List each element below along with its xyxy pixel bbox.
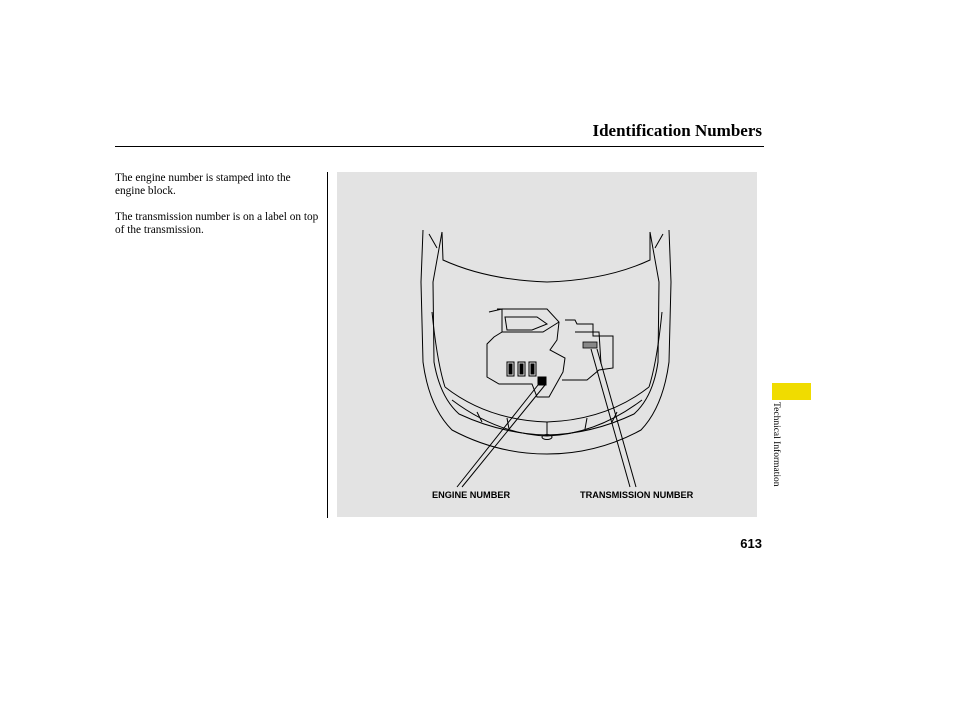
engine-number-paragraph: The engine number is stamped into the engine block. bbox=[115, 172, 291, 197]
page-number: 613 bbox=[740, 536, 762, 551]
column-divider bbox=[327, 172, 328, 518]
section-label: Technical Information bbox=[771, 402, 781, 487]
engine-bay-figure bbox=[337, 172, 757, 517]
transmission-number-callout: TRANSMISSION NUMBER bbox=[580, 490, 694, 500]
engine-bay-illustration-icon bbox=[337, 172, 757, 517]
engine-number-callout: ENGINE NUMBER bbox=[432, 490, 511, 500]
section-tab bbox=[772, 383, 811, 400]
page-title: Identification Numbers bbox=[592, 121, 762, 140]
title-rule bbox=[115, 146, 764, 147]
body-text bbox=[115, 172, 320, 250]
transmission-number-paragraph: The transmission number is on a label on top of the transmission. bbox=[115, 211, 319, 236]
